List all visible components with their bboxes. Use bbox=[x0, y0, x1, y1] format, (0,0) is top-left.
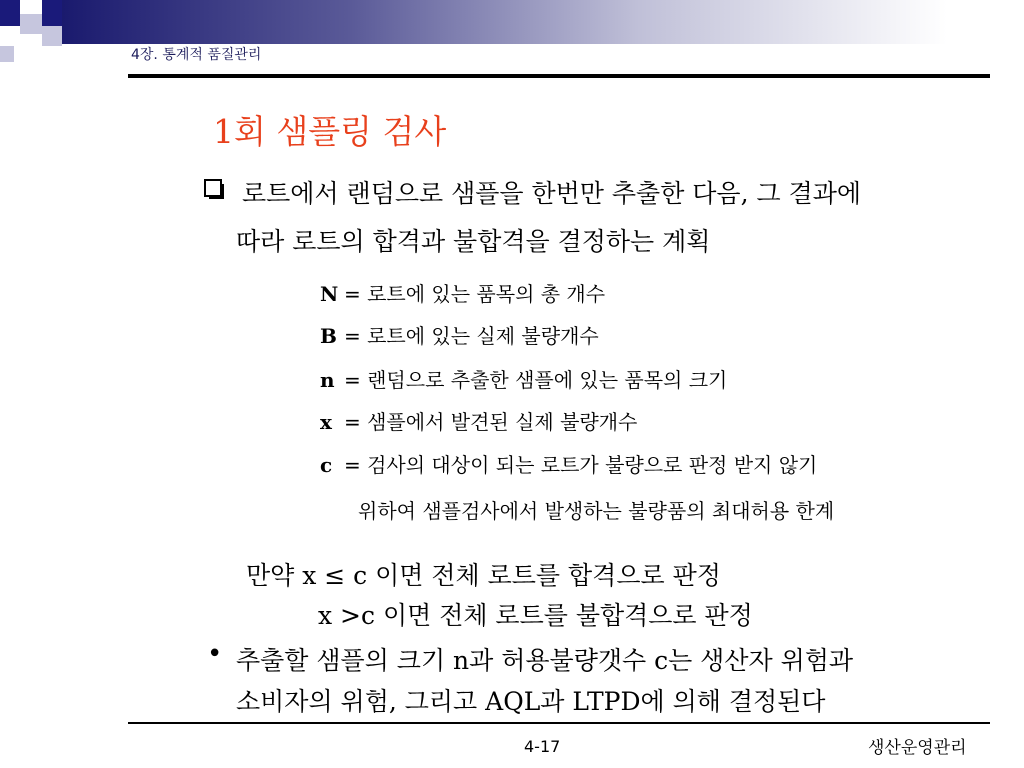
header-decor-square bbox=[0, 46, 14, 62]
header-divider bbox=[128, 74, 990, 78]
bullet-line-1: 추출할 샘플의 크기 n과 허용불량갯수 c는 생산자 위험과 bbox=[236, 646, 854, 675]
definition-text: = 샘플에서 발견된 실제 불량개수 bbox=[344, 410, 638, 434]
intro-line-2: 따라 로트의 합격과 불합격을 결정하는 계획 bbox=[236, 227, 711, 256]
definition-row bbox=[320, 406, 637, 435]
definition-symbol: x bbox=[320, 410, 332, 434]
intro-line-1: 로트에서 랜덤으로 샘플을 한번만 추출한 다음, 그 결과에 bbox=[242, 179, 862, 208]
rule-reject-line: x >c 이면 전체 로트를 불합격으로 판정 bbox=[318, 601, 753, 630]
bullet-line-2: 소비자의 위험, 그리고 AQL과 LTPD에 의해 결정된다 bbox=[236, 687, 826, 716]
header-gradient-bar bbox=[62, 0, 1024, 44]
rule-accept-line: 만약 x ≤ c 이면 전체 로트를 합격으로 판정 bbox=[246, 561, 721, 590]
course-name: 생산운영관리 bbox=[868, 738, 967, 758]
slide-title: 1회 샘플링 검사 bbox=[213, 112, 447, 151]
bullet-dot-icon: • bbox=[207, 639, 223, 669]
header-decor-square bbox=[0, 26, 20, 46]
header-decor-square bbox=[20, 48, 40, 64]
definition-text: = 로트에 있는 품목의 총 개수 bbox=[344, 282, 606, 306]
definition-symbol: n bbox=[320, 368, 335, 392]
header-decor-square bbox=[42, 0, 62, 26]
header-decor-square bbox=[20, 14, 42, 34]
definition-continuation: 위하여 샘플검사에서 발생하는 불량품의 최대허용 한계 bbox=[358, 499, 835, 523]
header-decor-square bbox=[42, 26, 62, 46]
header-decor-square bbox=[0, 0, 20, 26]
page-number: 4-17 bbox=[524, 737, 561, 756]
checkbox-bullet-icon bbox=[204, 179, 222, 197]
definition-symbol: c bbox=[320, 453, 333, 477]
header-decor-square bbox=[20, 0, 42, 14]
definition-text: = 랜덤으로 추출한 샘플에 있는 품목의 크기 bbox=[344, 368, 728, 392]
definition-text: = 검사의 대상이 되는 로트가 불량으로 판정 받지 않기 bbox=[344, 453, 818, 477]
definition-row bbox=[320, 449, 817, 478]
definition-text: = 로트에 있는 실제 불량개수 bbox=[344, 324, 599, 348]
definition-row bbox=[320, 320, 599, 349]
definition-row bbox=[320, 364, 727, 393]
chapter-label: 4장. 통계적 품질관리 bbox=[131, 47, 262, 63]
definition-symbol: B bbox=[320, 324, 337, 348]
header-decor-square bbox=[20, 34, 42, 48]
footer-divider bbox=[128, 722, 990, 724]
definition-symbol: N bbox=[320, 282, 339, 306]
definition-row bbox=[320, 278, 605, 307]
